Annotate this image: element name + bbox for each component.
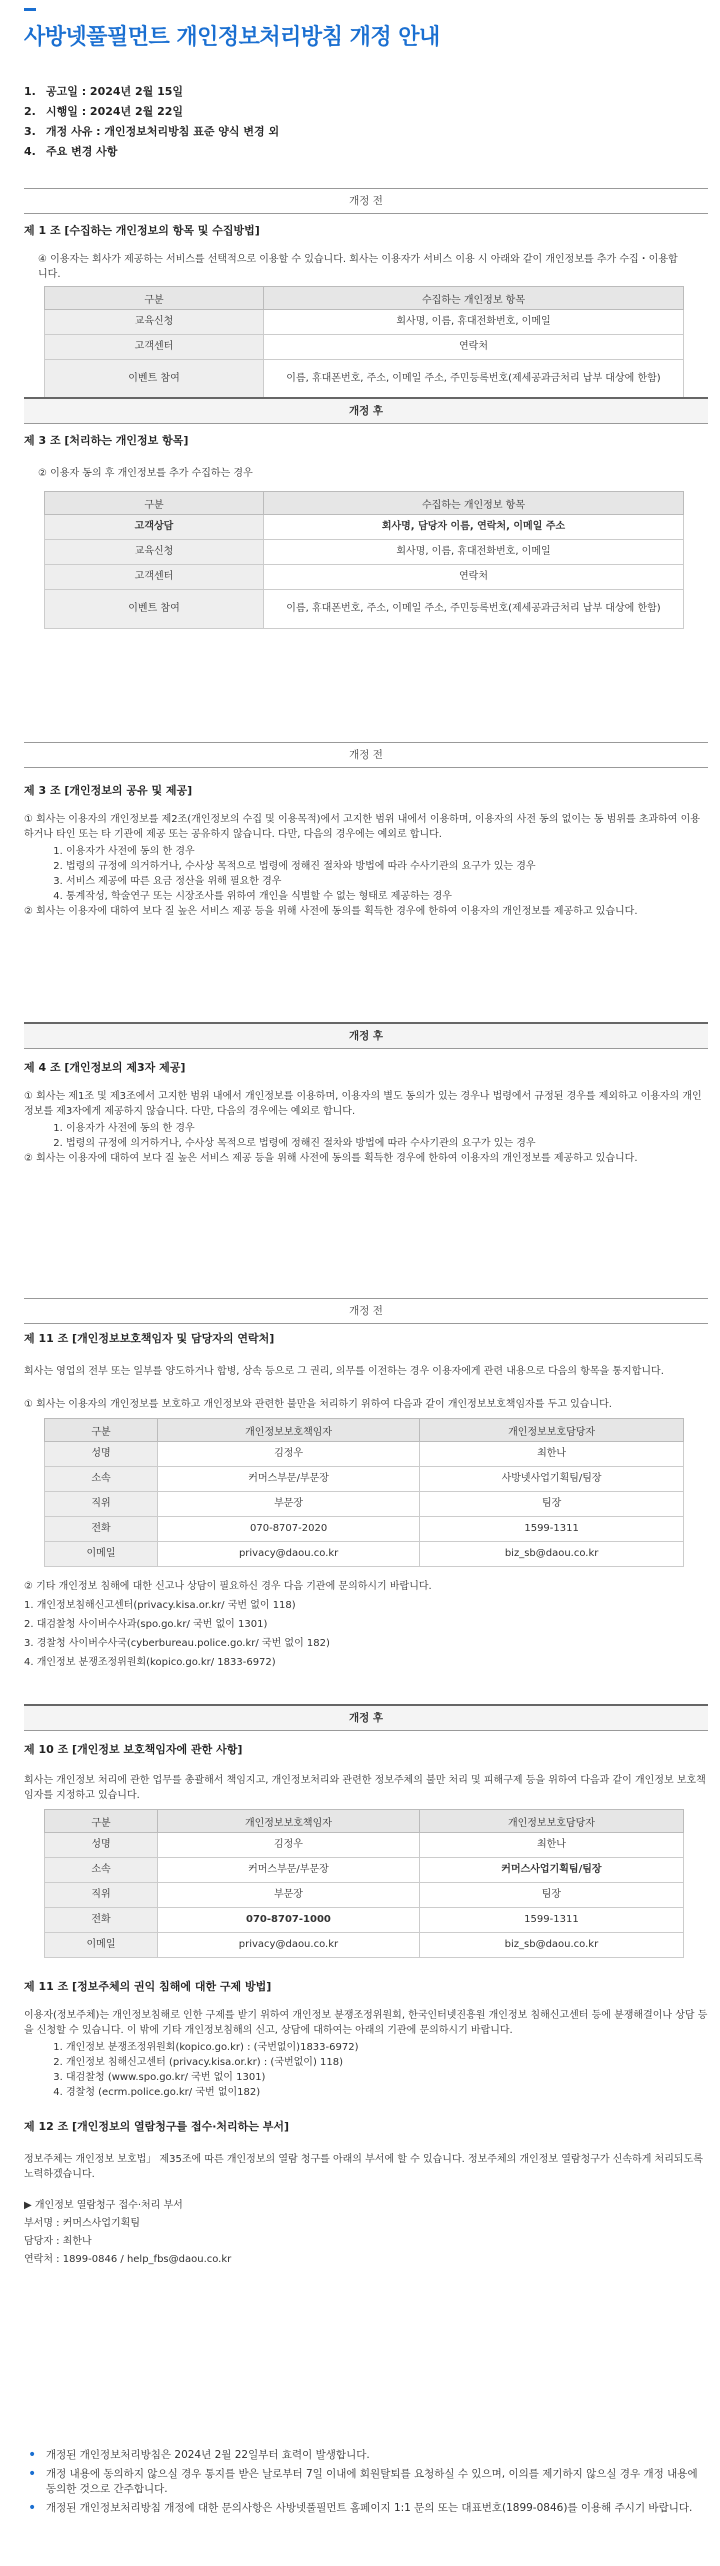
org-list: [24, 2040, 708, 2100]
article-paragraph: ② 회사는 이용자에 대하여 보다 질 높은 서비스 제공 등을 위해 사전에 동의를 획득한 경우에 한하여 이용자의 개인정보를 제공하고 있습니다.: [24, 1153, 638, 1164]
table-row: 성명 김정우 최한나: [45, 1833, 684, 1858]
article-title: 제 12 조 [개인정보의 열람청구를 접수·처리하는 부서]: [24, 2120, 290, 2133]
table-header: 구분: [45, 1419, 158, 1442]
summary-item: 2. 시행일 : 2024년 2월 22일: [24, 105, 184, 118]
table-row: 전화 070-8707-1000 1599-1311: [45, 1908, 684, 1933]
table-row: 직위 부문장 팀장: [45, 1883, 684, 1908]
section-3-before: [24, 1298, 708, 1670]
article-title: 제 3 조 [개인정보의 공유 및 제공]: [24, 784, 193, 797]
list-item: 4. 경찰청 (ecrm.police.go.kr/ 국번 없이182): [66, 2085, 708, 2100]
section-2-before: [24, 742, 708, 919]
page-title: 사방넷풀필먼트 개인정보처리방침 개정 안내: [24, 25, 440, 50]
summary-item: 3. 개정 사유 : 개인정보처리방침 표준 양식 변경 외: [24, 125, 280, 138]
note-item: • 개정된 개인정보처리방침 개정에 대한 문의사항은 사방넷풀필먼트 홈페이지 1:1 문의 또는 대표번호(1899-0846)를 이용해 주시기 바랍니다.: [24, 2501, 708, 2516]
table-row: 소속 커머스부문/부문장 사방넷사업기획팀/팀장: [45, 1467, 684, 1492]
article-paragraph: 정보주체는 개인정보 보호법」 제35조에 따른 개인정보의 열람 청구를 아래의 부서에 할 수 있습니다. 정보주체의 개인정보 열람청구가 신속하게 처리되도록 노력하겠습니다.: [24, 2154, 703, 2180]
table-header: 구분: [45, 1810, 158, 1833]
table-row: 전화 070-8707-2020 1599-1311: [45, 1517, 684, 1542]
table-header: 개인정보보호책임자: [158, 1419, 420, 1442]
note-item: • 개정 내용에 동의하지 않으실 경우 통지를 받은 날로부터 7일 이내에 회원탈퇴를 요청하실 수 있으며, 이의를 제기하지 않으실 경우 개정 내용에 동의한 것으로 간주합니다.: [24, 2467, 708, 2497]
table-header: 구분: [45, 287, 264, 310]
table-header: 개인정보보호담당자: [420, 1419, 684, 1442]
summary-item: 1. 공고일 : 2024년 2월 15일: [24, 85, 184, 98]
before-label: 개정 전: [24, 188, 708, 214]
list-item: 3. 서비스 제공에 따른 요금 정산을 위해 필요한 경우: [66, 874, 708, 889]
dept-title: ▶ 개인정보 열람청구 접수·처리 부서: [24, 2200, 183, 2211]
table-row: 고객상담 회사명, 담당자 이름, 연락처, 이메일 주소: [45, 515, 684, 540]
article-paragraph: ① 회사는 제1조 및 제3조에서 고지한 범위 내에서 개인정보를 이용하며, 이용자의 별도 동의가 있는 경우나 법령에서 규정된 경우를 제외하고 이용자의 개인정보를 제3자에게 제공하지 않습니다. 다만, 다음의 경우에는 예외로 합니다.: [24, 1091, 702, 1117]
dept-contact: 연락처 : 1899-0846 / help_fbs@daou.co.kr: [24, 2254, 232, 2265]
section-1-before: [24, 188, 708, 399]
article-title: 제 3 조 [처리하는 개인정보 항목]: [24, 434, 189, 447]
section-1-after: [24, 397, 708, 629]
section-2-after: [24, 1022, 708, 1166]
table-header: 개인정보보호책임자: [158, 1810, 420, 1833]
table-row: 이메일 privacy@daou.co.kr biz_sb@daou.co.kr: [45, 1542, 684, 1567]
article-title: 제 10 조 [개인정보 보호책임자에 관한 사항]: [24, 1743, 243, 1756]
article-paragraph: ① 회사는 이용자의 개인정보를 보호하고 개인정보와 관련한 불만을 처리하기 위하여 다음과 같이 개인정보보호책임자를 두고 있습니다.: [24, 1399, 612, 1410]
org-item: 3. 경찰청 사이버수사국(cyberbureau.police.go.kr/ 국번 없이 182): [24, 1638, 330, 1649]
org-item: 2. 대검찰청 사이버수사과(spo.go.kr/ 국번 없이 1301): [24, 1619, 268, 1630]
list-item: 1. 이용자가 사전에 동의 한 경우: [66, 1121, 708, 1136]
article-title: 제 1 조 [수집하는 개인정보의 항목 및 수집방법]: [24, 224, 260, 237]
article-paragraph: ② 회사는 이용자에 대하여 보다 질 높은 서비스 제공 등을 위해 사전에 동의를 획득한 경우에 한하여 이용자의 개인정보를 제공하고 있습니다.: [24, 906, 638, 917]
table-row: 이벤트 참여 이름, 휴대폰번호, 주소, 이메일 주소, 주민등록번호(제세공과금처리 납부 대상에 한함): [45, 590, 684, 629]
after-label: 개정 후: [24, 1704, 708, 1731]
notice-notes: [24, 2448, 708, 2520]
article-paragraph: ② 이용자 동의 후 개인정보를 추가 수집하는 경우: [38, 468, 253, 479]
list-item: 2. 법령의 규정에 의거하거나, 수사상 목적으로 법령에 정해진 절차와 방법에 따라 수사기관의 요구가 있는 경우: [66, 859, 708, 874]
article-title: 제 4 조 [개인정보의 제3자 제공]: [24, 1061, 186, 1074]
table-row: 직위 부문장 팀장: [45, 1492, 684, 1517]
list-item: 1. 개인정보 분쟁조정위원회(kopico.go.kr) : (국번없이)1833-6972): [66, 2040, 708, 2055]
table-row: 교육신청 회사명, 이름, 휴대전화번호, 이메일: [45, 310, 684, 335]
article-title: 제 11 조 [개인정보보호책임자 및 담당자의 연락처]: [24, 1332, 275, 1345]
info-table: [44, 491, 684, 629]
table-row: 이메일 privacy@daou.co.kr biz_sb@daou.co.kr: [45, 1933, 684, 1958]
table-row: 성명 김정우 최한나: [45, 1442, 684, 1467]
section-3-after: [24, 1704, 708, 2267]
condition-list: [24, 844, 708, 904]
list-item: 2. 개인정보 침해신고센터 (privacy.kisa.or.kr) : (국번없이) 118): [66, 2055, 708, 2070]
list-item: 3. 대검찰청 (www.spo.go.kr/ 국번 없이 1301): [66, 2070, 708, 2085]
dept-person: 담당자 : 최한나: [24, 2236, 92, 2247]
after-label: 개정 후: [24, 1022, 708, 1049]
org-item: 1. 개인정보침해신고센터(privacy.kisa.or.kr/ 국번 없이 118): [24, 1600, 296, 1611]
accent-bar: [24, 8, 36, 11]
article-paragraph: 회사는 개인정보 처리에 관한 업무를 총괄해서 책임지고, 개인정보처리와 관련한 정보주체의 불만 처리 및 피해구제 등을 위하여 다음과 같이 개인정보 보호책임자를 지정하고 있습니다.: [24, 1775, 706, 1801]
dept-name: 부서명 : 커머스사업기획팀: [24, 2218, 140, 2229]
contact-table: [44, 1418, 684, 1567]
contact-table: [44, 1809, 684, 1958]
list-item: 1. 이용자가 사전에 동의 한 경우: [66, 844, 708, 859]
article-paragraph: 이용자(정보주체)는 개인정보침해로 인한 구제를 받기 위하여 개인정보 분쟁조정위원회, 한국인터넷진흥원 개인정보 침해신고센터 등에 분쟁해결이나 상담 등을 신청할 수 있습니다. 이 밖에 기타 개인정보침해의 신고, 상담에 대하여는 아래의 기관에 문의하시기 바랍니다.: [24, 2010, 708, 2036]
table-header: 수집하는 개인정보 항목: [264, 492, 684, 515]
before-label: 개정 전: [24, 1298, 708, 1324]
table-row: 이벤트 참여 이름, 휴대폰번호, 주소, 이메일 주소, 주민등록번호(제세공과금처리 납부 대상에 한함): [45, 360, 684, 399]
table-row: 소속 커머스부문/부문장 커머스사업기획팀/팀장: [45, 1858, 684, 1883]
article-paragraph: ① 회사는 이용자의 개인정보를 제2조(개인정보의 수집 및 이용목적)에서 고지한 범위 내에서 이용하며, 이용자의 사전 동의 없이는 동 범위를 초과하여 이용하거나 타인 또는 타 기관에 제공 또는 공유하지 않습니다. 다만, 다음의 경우에는 예외로 합니다.: [24, 814, 700, 840]
table-header: 구분: [45, 492, 264, 515]
org-item: 4. 개인정보 분쟁조정위원회(kopico.go.kr/ 1833-6972): [24, 1657, 276, 1668]
article-paragraph: ④ 이용자는 회사가 제공하는 서비스를 선택적으로 이용할 수 있습니다. 회사는 이용자가 서비스 이용 시 아래와 같이 개인정보를 추가 수집・이용합니다.: [38, 254, 678, 280]
list-item: 2. 법령의 규정에 의거하거나, 수사상 목적으로 법령에 정해진 절차와 방법에 따라 수사기관의 요구가 있는 경우: [66, 1136, 708, 1151]
before-label: 개정 전: [24, 742, 708, 768]
article-paragraph: ② 기타 개인정보 침해에 대한 신고나 상담이 필요하신 경우 다음 기관에 문의하시기 바랍니다.: [24, 1581, 432, 1592]
table-header: 수집하는 개인정보 항목: [264, 287, 684, 310]
table-header: 개인정보보호담당자: [419, 1810, 683, 1833]
article-title: 제 11 조 [정보주체의 권익 침해에 대한 구제 방법]: [24, 1980, 272, 1993]
summary-list: [24, 82, 704, 162]
condition-list: [24, 1121, 708, 1151]
note-item: • 개정된 개인정보처리방침은 2024년 2월 22일부터 효력이 발생합니다.: [24, 2448, 708, 2463]
article-paragraph: 회사는 영업의 전부 또는 일부를 양도하거나 합병, 상속 등으로 그 권리, 의무를 이전하는 경우 이용자에게 관련 내용으로 다음의 항목을 통지합니다.: [24, 1366, 664, 1377]
summary-item: 4. 주요 변경 사항: [24, 145, 118, 158]
list-item: 4. 통계작성, 학술연구 또는 시장조사를 위하여 개인을 식별할 수 없는 형태로 제공하는 경우: [66, 889, 708, 904]
table-row: 교육신청 회사명, 이름, 휴대전화번호, 이메일: [45, 540, 684, 565]
table-row: 고객센터 연락처: [45, 335, 684, 360]
table-row: 고객센터 연락처: [45, 565, 684, 590]
info-table: [44, 286, 684, 399]
after-label: 개정 후: [24, 397, 708, 424]
